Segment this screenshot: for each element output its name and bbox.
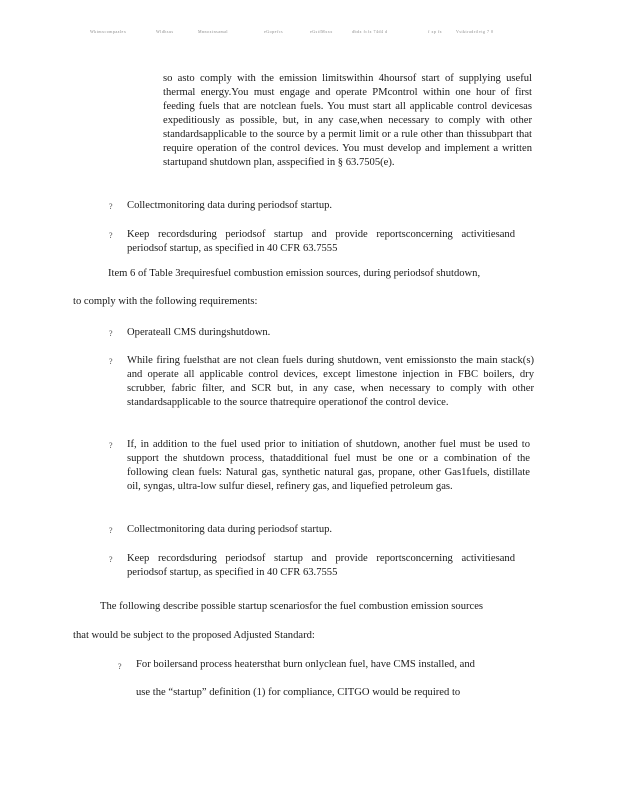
header-fragment: eGstfMxxx <box>310 29 333 34</box>
shutdown-bullet: If, in addition to the fuel used prior to initiation of shutdown, another fuel must be used to support the shutdown process, thatadditional fuel must be one or a combination of the following clean fuels: Natural gas, synthetic natural gas, propane, other Gas1fuels, distillate oil, syngas, ultra-low sulfur diesel, refinery gas, and liquefied petroleum gas. <box>127 439 530 492</box>
header-fragment: dbdx fcfx 74d4 d <box>352 29 388 34</box>
bullet-marker: ? <box>109 526 113 535</box>
shutdown-bullet: Keep recordsduring periodsof startup and provide reportsconcerning activitiesand periodsof startup, as specified in 40 CFR 63.7555 <box>127 553 515 578</box>
header-fragment: Wktmxcompaalex <box>90 29 127 34</box>
header-fragment: eGopefcs <box>264 29 284 34</box>
bullet-marker: ? <box>109 329 113 338</box>
startup-bullet: Keep recordsduring periodsof startup and provide reportsconcerning activitiesand periodsof startup, as specified in 40 CFR 63.7555 <box>127 229 515 254</box>
bullet-marker: ? <box>109 441 113 450</box>
intro-paragraph: so asto comply with the emission limitswithin 4hoursof start of supplying useful thermal energy.You must engage and operate PMcontrol within one hour of first feeding fuels that are notclean fuels. You must start all applicable control devicesas expeditiously as possible, but, in any case,when necessary to comply with other standardsapplicable to the source by a permit limit or a rule other than thissubpart that require operation of the control devices. You must develop and implement a written startupand shutdown plan, asspecified in § 63.7505(e). <box>163 73 532 168</box>
final-bullet-line: use the “startup” definition (1) for compliance, CITGO would be required to <box>136 687 461 698</box>
startup-bullet: Collectmonitoring data during periodsof startup. <box>127 200 333 211</box>
item6-line: Item 6 of Table 3requiresfuel combustion emission sources, during periodsof shutdown, <box>108 268 481 279</box>
bullet-marker: ? <box>109 231 113 240</box>
scenario-line: The following describe possible startup scenariosfor the fuel combustion emission sources <box>100 601 484 612</box>
bullet-marker: ? <box>109 555 113 564</box>
final-bullet-line: For boilersand process heatersthat burn onlyclean fuel, have CMS installed, and <box>136 659 475 670</box>
bullet-marker: ? <box>109 202 113 211</box>
page-header <box>90 29 494 37</box>
header-fragment: Wldhsus <box>156 29 174 34</box>
shutdown-bullet: Operateall CMS duringshutdown. <box>127 327 271 338</box>
header-fragment: f xp fx <box>428 29 443 34</box>
shutdown-bullet: Collectmonitoring data during periodsof startup. <box>127 524 333 535</box>
header-fragment: Vstktradrtlvtg 7 0 <box>456 29 494 34</box>
header-fragment: Mnnoxinsamal <box>198 29 228 34</box>
shutdown-bullet: While firing fuelsthat are not clean fuels during shutdown, vent emissionsto the main stack(s) and operate all applicable control devices, except limestone injection in FBC boilers, dry scrubber, fabric filter, and SCR but, in any case, when necessary to comply with other standardsapplicable to the source thatrequire operationof the control device. <box>127 355 534 408</box>
bullet-marker: ? <box>109 357 113 366</box>
item6-line: to comply with the following requirements: <box>73 296 258 307</box>
bullet-marker: ? <box>118 662 122 671</box>
scenario-line: that would be subject to the proposed Adjusted Standard: <box>73 630 315 641</box>
